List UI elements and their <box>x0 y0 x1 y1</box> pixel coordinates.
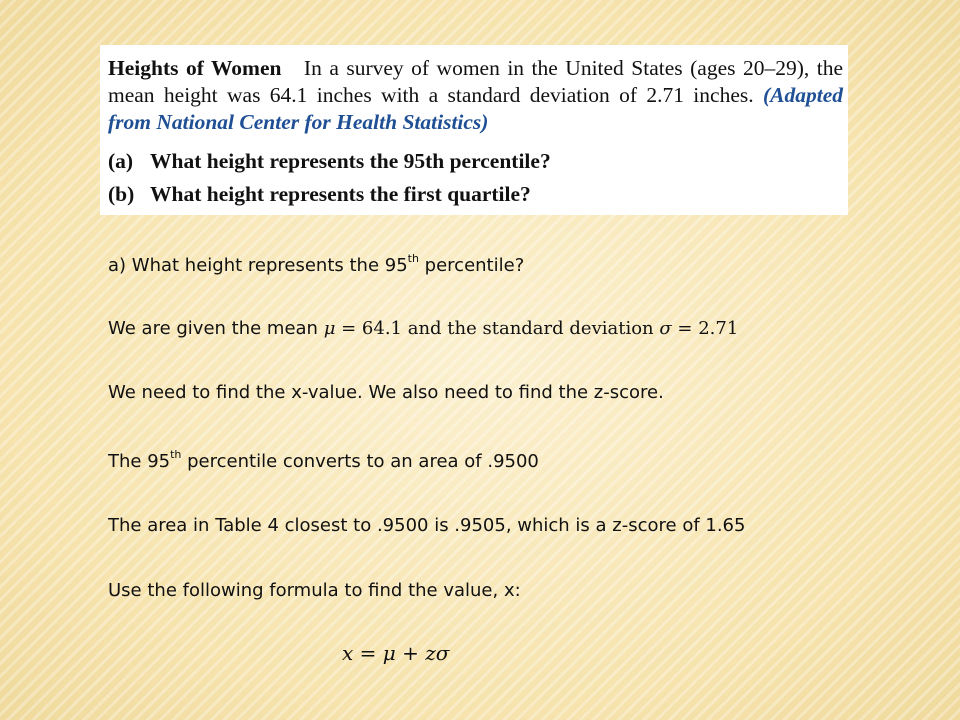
formula-z: z <box>425 641 436 665</box>
problem-source: (Adapted from National Center for Health Statistics) <box>108 83 844 134</box>
line2-text: We are given the mean <box>108 318 324 339</box>
line1-text: a) What height represents the 95 <box>108 255 408 276</box>
problem-text: In a survey of women in the United States (ages 20–29), the mean height was 64.1 inches with a standard deviation of 2.71 inches. <box>108 56 844 107</box>
solution-line-area <box>108 450 539 472</box>
formula-x: x <box>342 641 354 665</box>
problem-paragraph <box>108 55 843 136</box>
formula-equals: = <box>353 641 383 665</box>
solution-line-given <box>108 318 738 339</box>
line4-text: The 95 <box>108 451 171 472</box>
formula-plus: + <box>395 641 426 665</box>
question-a <box>108 149 551 174</box>
formula <box>342 641 449 665</box>
solution-line-question <box>108 254 524 276</box>
line1-superscript: th <box>407 252 419 265</box>
formula-mu: μ <box>382 641 396 665</box>
sigma-symbol: σ <box>659 318 672 339</box>
line4-superscript: th <box>170 448 182 461</box>
line1-text-end: percentile? <box>418 255 525 276</box>
question-b-text: What height represents the first quartile? <box>150 182 531 206</box>
question-a-label: (a) <box>108 149 134 173</box>
problem-image <box>100 45 848 215</box>
solution-line-need: We need to find the x-value. We also need to find the z-score. <box>108 382 664 403</box>
line2-middle-text: and the standard deviation <box>402 318 660 339</box>
problem-heading: Heights of Women <box>108 56 282 80</box>
mean-value: = 64.1 <box>335 318 402 339</box>
question-b <box>108 182 531 207</box>
question-a-text: What height represents the 95th percentile? <box>150 149 551 173</box>
mean-expression <box>324 318 739 339</box>
formula-sigma: σ <box>435 641 450 665</box>
question-b-label: (b) <box>108 182 135 206</box>
mu-symbol: μ <box>323 318 336 339</box>
solution-line-formula-intro: Use the following formula to find the value, x: <box>108 580 521 601</box>
solution-line-table: The area in Table 4 closest to .9500 is .9505, which is a z-score of 1.65 <box>108 515 746 536</box>
sd-value: = 2.71 <box>671 318 739 339</box>
line4-text-end: percentile converts to an area of .9500 <box>181 451 539 472</box>
